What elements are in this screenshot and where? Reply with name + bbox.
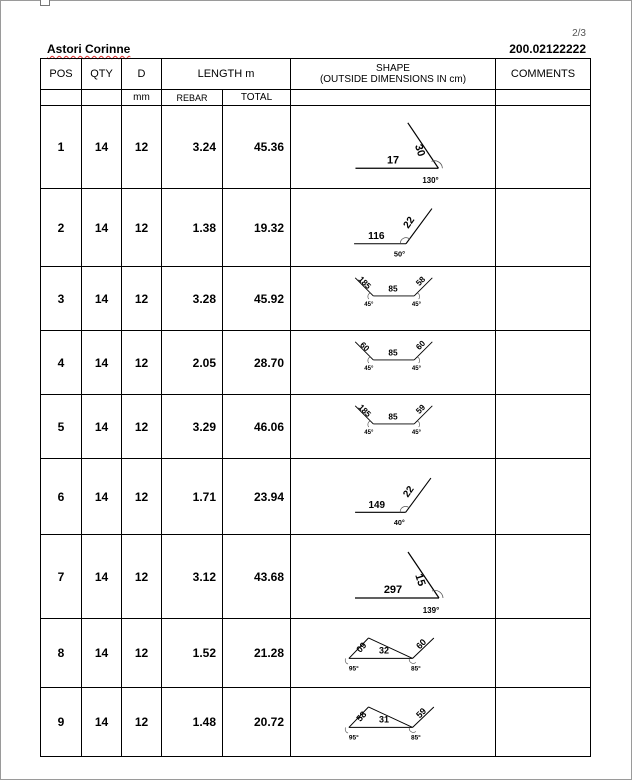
shape-cell (291, 459, 496, 535)
pos-cell: 3 (41, 267, 82, 331)
table-row (41, 535, 591, 619)
left-angle-label: 45° (364, 365, 374, 372)
right-length-label: 58 (413, 273, 428, 288)
rebar-shape-drawing (291, 107, 495, 188)
base-length-label: 32 (379, 645, 390, 655)
total-length-cell: 46.06 (223, 395, 291, 459)
pos-cell: 7 (41, 535, 82, 619)
header-qty: QTY (82, 59, 122, 90)
left-angle-arc (368, 292, 370, 298)
qty-cell: 14 (82, 688, 122, 757)
shape-cell (291, 688, 496, 757)
pos-cell: 6 (41, 459, 82, 535)
comments-cell (496, 688, 591, 757)
rebar-shape-drawing (291, 689, 495, 756)
comments-cell (496, 189, 591, 267)
rebar-schedule-table (40, 58, 591, 757)
qty-cell: 14 (82, 395, 122, 459)
diameter-cell: 12 (122, 688, 162, 757)
base-length-label: 85 (388, 346, 398, 357)
shape-cell (291, 267, 496, 331)
rebar-base-segment (368, 706, 412, 726)
table-row (41, 189, 591, 267)
base-length-label: 85 (388, 282, 398, 293)
left-length-label: 09 (354, 639, 369, 654)
subheader-qty (82, 90, 122, 106)
shape-cell (291, 619, 496, 688)
rebar-length-cell: 1.71 (162, 459, 223, 535)
right-angle-label: 45° (411, 365, 422, 372)
right-angle-label: 45° (411, 429, 422, 436)
header-length: LENGTH m (162, 59, 291, 90)
base-length-label: 149 (368, 499, 386, 511)
subheader-total: TOTAL (223, 90, 291, 106)
table-row (41, 106, 591, 189)
left-length-label: 60 (358, 339, 372, 353)
rebar-shape-drawing (291, 620, 495, 687)
shape-cell (291, 331, 496, 395)
shape-cell (291, 395, 496, 459)
qty-cell: 14 (82, 535, 122, 619)
right-angle-arc (417, 356, 419, 362)
rebar-length-cell: 1.48 (162, 688, 223, 757)
base-length-label: 17 (386, 153, 400, 166)
qty-cell: 14 (82, 267, 122, 331)
leg-length-label: 15 (412, 571, 428, 588)
right-angle-label: 45° (411, 301, 422, 308)
header-comments: COMMENTS (496, 59, 591, 90)
table-row (41, 619, 591, 688)
bend-angle-arc (432, 590, 443, 598)
right-angle-label: 85° (410, 734, 421, 742)
comments-cell (496, 106, 591, 189)
bend-angle-label: 130° (422, 175, 439, 185)
right-length-label: 60 (414, 636, 429, 651)
base-length-label: 85 (388, 410, 398, 421)
right-angle-label: 85° (410, 665, 421, 673)
qty-cell: 14 (82, 106, 122, 189)
qty-cell: 14 (82, 331, 122, 395)
pos-cell: 8 (41, 619, 82, 688)
table-row (41, 331, 591, 395)
left-angle-arc (368, 356, 370, 362)
comments-cell (496, 619, 591, 688)
left-angle-arc (345, 727, 348, 733)
header-shape-title: SHAPE (376, 63, 410, 74)
comments-cell (496, 267, 591, 331)
header-pos: POS (41, 59, 82, 90)
table-row (41, 395, 591, 459)
bend-angle-label: 50° (393, 249, 406, 259)
total-length-cell: 43.68 (223, 535, 291, 619)
diameter-cell: 12 (122, 395, 162, 459)
right-length-label: 60 (413, 337, 428, 352)
total-length-cell: 19.32 (223, 189, 291, 267)
pos-cell: 2 (41, 189, 82, 267)
left-angle-label: 45° (364, 301, 374, 308)
rebar-base-segment (368, 637, 412, 657)
right-angle-arc (409, 658, 416, 663)
base-length-label: 297 (383, 583, 403, 596)
rebar-length-cell: 2.05 (162, 331, 223, 395)
customer-name: Astori Corinne (47, 42, 131, 56)
bend-angle-arc (432, 160, 443, 167)
document-number: 200.02122222 (509, 42, 586, 56)
rebar-shape-drawing (291, 268, 495, 330)
left-angle-arc (345, 658, 348, 664)
comments-cell (496, 331, 591, 395)
left-length-label: 185 (356, 401, 374, 419)
total-length-cell: 23.94 (223, 459, 291, 535)
right-length-label: 59 (413, 401, 428, 416)
left-angle-label: 45° (364, 429, 374, 436)
subheader-rebar: REBAR (162, 90, 223, 106)
diameter-cell: 12 (122, 535, 162, 619)
header-d: D (122, 59, 162, 90)
right-angle-arc (417, 292, 419, 298)
left-angle-label: 95° (348, 734, 359, 742)
diameter-cell: 12 (122, 459, 162, 535)
subheader-pos (41, 90, 82, 106)
rebar-shape-drawing (291, 536, 495, 618)
diameter-cell: 12 (122, 331, 162, 395)
leg-length-label: 22 (401, 214, 418, 231)
bend-angle-label: 40° (393, 517, 405, 527)
subheader-comments (496, 90, 591, 106)
pos-cell: 5 (41, 395, 82, 459)
qty-cell: 14 (82, 189, 122, 267)
rebar-length-cell: 3.24 (162, 106, 223, 189)
table-row (41, 459, 591, 535)
total-length-cell: 21.28 (223, 619, 291, 688)
pos-cell: 9 (41, 688, 82, 757)
shape-cell (291, 189, 496, 267)
total-length-cell: 20.72 (223, 688, 291, 757)
total-length-cell: 45.36 (223, 106, 291, 189)
rebar-shape-drawing (291, 332, 495, 394)
total-length-cell: 28.70 (223, 331, 291, 395)
rebar-length-cell: 1.52 (162, 619, 223, 688)
comments-cell (496, 459, 591, 535)
pos-cell: 4 (41, 331, 82, 395)
base-length-label: 31 (379, 714, 390, 724)
right-angle-arc (409, 727, 416, 732)
shape-cell (291, 106, 496, 189)
right-length-label: 59 (414, 705, 429, 720)
rebar-length-cell: 3.12 (162, 535, 223, 619)
comments-cell (496, 395, 591, 459)
subheader-shape (291, 90, 496, 106)
rebar-shape-drawing (291, 190, 495, 266)
qty-cell: 14 (82, 459, 122, 535)
rebar-length-cell: 1.38 (162, 189, 223, 267)
right-angle-arc (417, 420, 419, 426)
diameter-cell: 12 (122, 267, 162, 331)
comments-cell (496, 535, 591, 619)
left-angle-arc (368, 420, 370, 426)
shape-cell (291, 535, 496, 619)
rebar-shape-drawing (291, 460, 495, 534)
total-length-cell: 45.92 (223, 267, 291, 331)
bend-angle-label: 139° (422, 605, 440, 615)
diameter-cell: 12 (122, 189, 162, 267)
table-row (41, 688, 591, 757)
base-length-label: 116 (368, 230, 385, 242)
leg-length-label: 22 (401, 483, 417, 500)
left-length-label: 185 (356, 273, 374, 291)
pos-cell: 1 (41, 106, 82, 189)
header-shape-subtitle: (OUTSIDE DIMENSIONS IN cm) (319, 74, 467, 85)
diameter-cell: 12 (122, 619, 162, 688)
subheader-d-unit: mm (122, 90, 162, 106)
rebar-shape-drawing (291, 396, 495, 458)
left-length-label: 58 (354, 708, 369, 723)
rebar-length-cell: 3.28 (162, 267, 223, 331)
rebar-length-cell: 3.29 (162, 395, 223, 459)
page-number: 2/3 (572, 28, 586, 39)
diameter-cell: 12 (122, 106, 162, 189)
left-angle-label: 95° (348, 665, 359, 673)
page-corner-marker (40, 0, 50, 6)
qty-cell: 14 (82, 619, 122, 688)
table-row (41, 267, 591, 331)
header-shape (291, 59, 496, 90)
leg-length-label: 30 (411, 142, 428, 158)
